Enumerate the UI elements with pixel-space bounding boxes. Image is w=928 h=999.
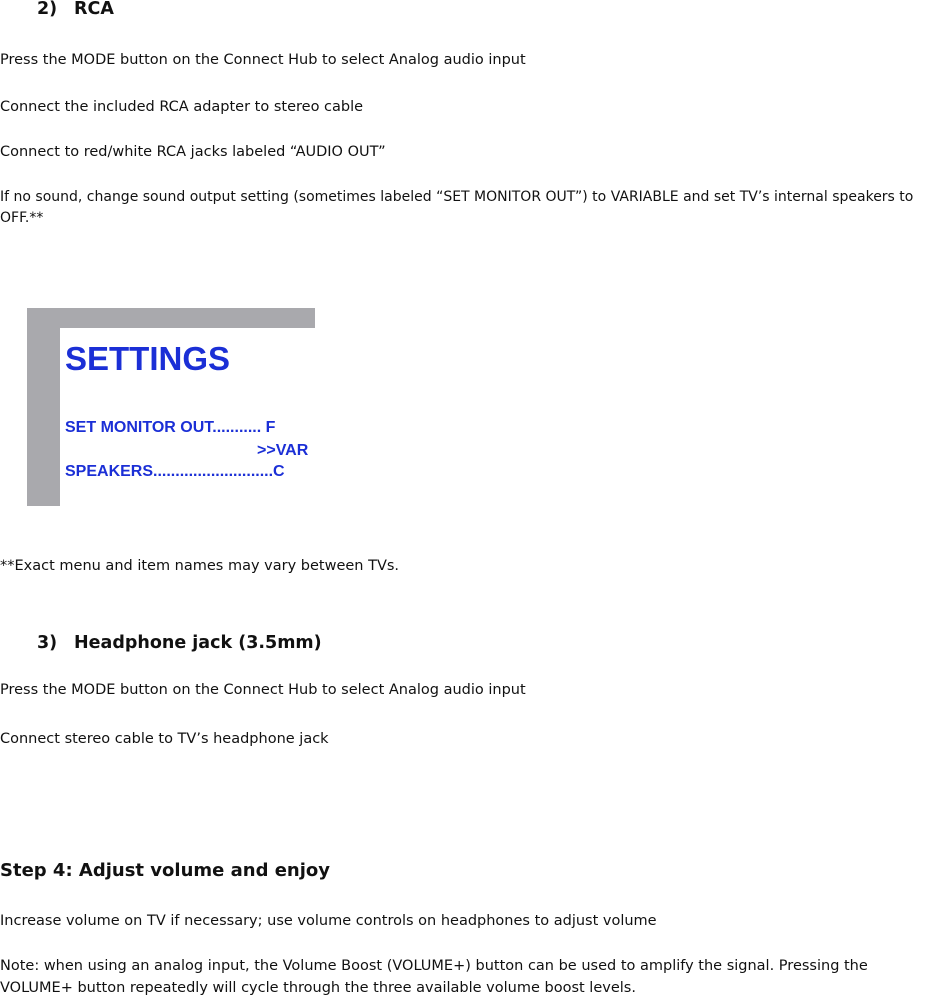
section-heading-rca <box>37 0 114 21</box>
section-number: 3) <box>37 633 58 653</box>
instruction-line: Press the MODE button on the Connect Hub to select Analog audio input <box>0 682 526 698</box>
note-line: Note: when using an analog input, the Volume Boost (VOLUME+) button can be used to amplify the signal. Pressing the <box>0 958 868 974</box>
instruction-paragraph: If no sound, change sound output setting (sometimes labeled “SET MONITOR OUT”) to VARIABLE and set TV’s internal speakers to OFF.** <box>0 189 914 226</box>
tv-settings-menu-image <box>27 308 315 506</box>
instruction-line: Connect the included RCA adapter to stereo cable <box>0 99 364 115</box>
section-title: Headphone jack (3.5mm) <box>74 633 322 653</box>
note-line: VOLUME+ button repeatedly will cycle through the three available volume boost levels. <box>0 980 636 996</box>
instruction-line: Press the MODE button on the Connect Hub to select Analog audio input <box>0 52 526 68</box>
tv-menu-title: SETTINGS <box>65 340 231 377</box>
section-heading-headphone <box>37 631 322 655</box>
tv-menu-panel <box>60 328 315 506</box>
section-number: 2) <box>37 0 58 19</box>
section-title: RCA <box>74 0 114 19</box>
step4-instruction: Increase volume on TV if necessary; use volume controls on headphones to adjust volume <box>0 913 657 929</box>
tv-menu-row-speakers: SPEAKERS...........................C <box>65 463 285 480</box>
tv-menu-row-monitor-out: SET MONITOR OUT........... F <box>65 419 276 436</box>
instruction-line: Connect to red/white RCA jacks labeled “AUDIO OUT” <box>0 144 386 160</box>
step4-heading: Step 4: Adjust volume and enjoy <box>0 860 331 881</box>
footnote: **Exact menu and item names may vary between TVs. <box>0 558 400 574</box>
tv-menu-row-variable: >>VAR <box>257 442 309 459</box>
instruction-line: Connect stereo cable to TV’s headphone jack <box>0 731 329 747</box>
